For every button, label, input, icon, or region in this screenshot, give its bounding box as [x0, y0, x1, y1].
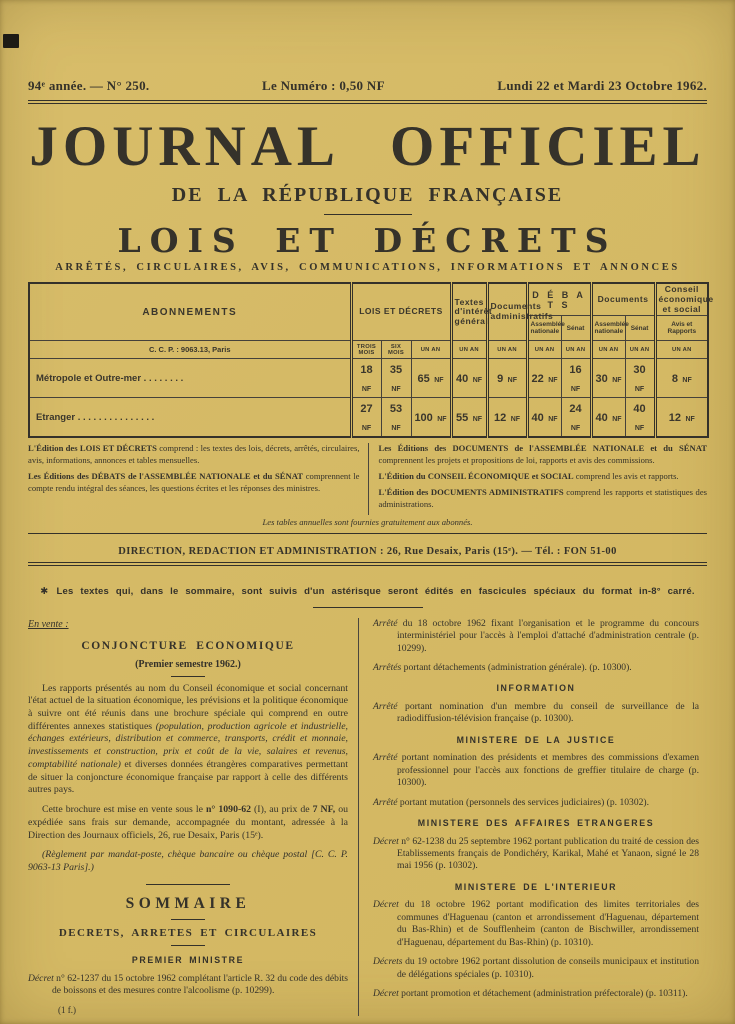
divider [28, 100, 707, 104]
summary-left-column [28, 618, 358, 1017]
period-un-an: UN AN [487, 341, 527, 359]
col-header-documents: Documents [591, 283, 655, 316]
divider [171, 945, 205, 946]
sommaire-title: SOMMAIRE [125, 894, 251, 912]
issue-price [262, 78, 385, 94]
divider [171, 919, 205, 920]
col-header-documents-administratifs: Documents administratifs [487, 283, 527, 341]
sommaire-entry: Décrets du 19 octobre 1962 portant dissolution de conseils municipaux et institution de délégations spéciales (p. 10310). [373, 956, 699, 980]
sommaire-entry: Arrêté portant nomination des présidents et membres des commissions d'examen professionnel pour l'accès aux fonctions de greffier titulaire de charge (p. 10300). [373, 752, 700, 789]
price-cell: 12 NF [487, 398, 527, 438]
divider [171, 676, 205, 677]
col-header-senat: Sénat [625, 316, 655, 341]
period-trois-mois: TROIS MOIS [351, 341, 381, 359]
sommaire-entry: Décret du 18 octobre 1962 portant modification des limites territoriales des communes d'Haguenau (canton et arrondissement d'Haguenau, département du Bas-Rhin) et de Soufflenheim (canton de Bischwiller, arrondissement d'Haguenau, département du Bas-Rhin) (p. 10310). [373, 899, 699, 948]
edition-paragraph: L'Édition du CONSEIL ÉCONOMIQUE et SOCIAL comprend les avis et rapports. [378, 471, 679, 482]
divider [146, 884, 230, 885]
issue-date: Lundi 22 et Mardi 23 Octobre 1962. [497, 78, 707, 93]
scan-artifact-mark [3, 34, 19, 48]
edition-number: 94ᵉ année. — N° 250. [28, 78, 150, 93]
section-subtitle: ARRÊTÉS, CIRCULAIRES, AVIS, COMMUNICATIONS, INFORMATIONS ET ANNONCES [55, 262, 680, 273]
period-un-an: UN AN [561, 341, 591, 359]
asterisk-note-text: Les textes qui, dans le sommaire, sont suivis d'un astérisque seront édités en fascicules spéciaux du format in-8° carré. [56, 585, 695, 597]
row-label: Métropole et Outre-mer . . . . . . . . [29, 359, 351, 398]
brochure-paragraph: Les rapports présentés au nom du Conseil économique et social concernant l'état actuel de la situation économique, les prévisions et la politique économique à suivre ont été réunis dans une brochure spéciale qui comprend en outre différentes annexes statistiques (population, production agricole et industrielle, échanges extérieurs, distribution et commerce, transports, crédit et monnaie, investissements et construction, prix et coût de la vie, salaires et revenus, comptabilité nationale) et diverses données étrangères comparatives permettant de situer la conjoncture économique française par rapport à celle des différents autres pays. [28, 682, 349, 796]
price-cell: 8 NF [655, 359, 708, 398]
price-cell: 30 NF [625, 359, 655, 398]
section-heading: INFORMATION [496, 683, 576, 694]
period-un-an: UN AN [591, 341, 625, 359]
divider [324, 214, 412, 215]
table-row-metropole [29, 359, 708, 398]
price-cell: 30 NF [591, 359, 625, 398]
period-un-an: UN AN [451, 341, 487, 359]
price-label: Le Numéro : [261, 78, 336, 93]
price-cell: 40 NF [625, 398, 655, 438]
editions-right-column [368, 443, 708, 514]
col-header-avis-rapports: Avis et Rapports [655, 316, 708, 341]
sommaire-entry: Décret n° 62-1238 du 25 septembre 1962 portant publication du traité de cession des Etablissements français de Pondichéry, Karikal, Mahé et Yanaon, signé le 28 mai 1956 (p. 10302). [373, 835, 699, 872]
asterisk-icon: ✱ [40, 585, 49, 597]
brochure-paragraph: Cette brochure est mise en vente sous le n° 1090-62 (I), au prix de 7 NF, ou expédiée sans frais sur demande, accompagnée du montant, adressée à la Direction des Journaux officiels, 26, rue Desaix, Paris (15ᵉ). [28, 804, 348, 841]
sommaire-entry: Arrêté du 18 octobre 1962 fixant l'organisation et le programme du concours interministériel pour l'accès à l'emploi d'attaché d'administration centrale (p. 10299). [373, 617, 699, 654]
summary-columns [28, 618, 707, 1017]
price-cell: 24 NF [561, 398, 591, 438]
annual-tables-note: Les tables annuelles sont fournies gratuitement aux abonnés. [262, 516, 473, 527]
row-label: Etranger . . . . . . . . . . . . . . . [29, 398, 351, 438]
col-header-assemblee-nationale: Assemblée nationale [527, 316, 561, 341]
period-un-an: UN AN [625, 341, 655, 359]
price-cell: 53 NF [381, 398, 411, 438]
col-header-abonnements: ABONNEMENTS [29, 283, 351, 341]
period-un-an: UN AN [527, 341, 561, 359]
asterisk-note [28, 586, 707, 597]
period-un-an: UN AN [655, 341, 708, 359]
price-cell: 35 NF [381, 359, 411, 398]
price-cell: 16 NF [561, 359, 591, 398]
editions-left-column [28, 443, 368, 514]
price-cell: 100 NF [411, 398, 451, 438]
col-header-conseil-economique: Conseil économique et social [655, 283, 708, 316]
col-header-assemblee-nationale: Assemblée nationale [591, 316, 625, 341]
ministry-heading: MINISTERE DE L'INTERIEUR [454, 881, 618, 892]
ministry-heading: MINISTERE DE LA JUSTICE [456, 734, 616, 745]
col-header-lois-et-decrets: LOIS ET DÉCRETS [351, 283, 451, 341]
section-title: LOIS ET DÉCRETS [117, 221, 618, 260]
col-header-senat: Sénat [561, 316, 591, 341]
edition-paragraph: Les Éditions des DOCUMENTS de l'ASSEMBLÉE NATIONALE et du SÉNAT comprennent les projets et propositions de loi, rapports et avis des commissions. [378, 443, 707, 466]
period-six-mois: SIX MOIS [381, 341, 411, 359]
price-cell: 12 NF [655, 398, 708, 438]
masthead [28, 0, 707, 94]
price-cell: 40 NF [591, 398, 625, 438]
payment-note: (Règlement par mandat-poste, chèque bancaire ou chèque postal [C. C. P. 9063-13 Paris].) [28, 849, 348, 874]
price-cell: 40 NF [527, 398, 561, 438]
price-cell: 55 NF [451, 398, 487, 438]
summary-right-column [358, 618, 699, 1017]
sommaire-entry: Décret portant promotion et détachement (administration préfectorale) (p. 10311). [373, 988, 688, 1000]
price-cell: 18 NF [351, 359, 381, 398]
table-row-etranger [29, 398, 708, 438]
price-cell: 65 NF [411, 359, 451, 398]
brochure-subtitle: (Premier semestre 1962.) [135, 658, 241, 670]
en-vente-label: En vente : [28, 618, 69, 630]
edition-paragraph: L'Édition des LOIS ET DÉCRETS comprend : les textes des lois, décrets, arrêtés, circulaires, avis, informations, annonces et tables mensuelles. [28, 443, 360, 466]
col-header-textes-interet-general: Textes d'intérêt général [451, 283, 487, 341]
price-value: 0,50 NF [339, 78, 385, 93]
sommaire-entry: Arrêté portant mutation (personnels des services judiciaires) (p. 10302). [373, 796, 650, 808]
divider [28, 533, 707, 534]
price-cell: 9 NF [487, 359, 527, 398]
direction-address-line: DIRECTION, REDACTION ET ADMINISTRATION : 26, Rue Desaix, Paris (15ᵉ). — Tél. : FON 51-00 [118, 545, 617, 557]
brochure-title: CONJONCTURE ECONOMIQUE [81, 639, 295, 652]
newspaper-title: JOURNAL OFFICIEL [29, 115, 706, 178]
editions-description [28, 443, 707, 514]
edition-paragraph: Les Éditions des DÉBATS de l'ASSEMBLÉE NATIONALE et du SÉNAT comprennent le compte rendu intégral des séances, les questions écrites et les réponses des ministres. [28, 471, 360, 493]
sommaire-section-heading: DECRETS, ARRETES ET CIRCULAIRES [58, 926, 318, 939]
sommaire-entry: Décret n° 62-1237 du 15 octobre 1962 complétant l'article R. 32 du code des débits de boissons et des mesures contre l'alcoolisme (p. 10299). [28, 972, 349, 997]
edition-paragraph: L'Édition des DOCUMENTS ADMINISTRATIFS comprend les rapports et statistiques des administrations. [378, 486, 707, 509]
col-header-debats: D É B A T S [527, 283, 591, 316]
signature-mark: (1 f.) [58, 1004, 76, 1015]
subscription-table [28, 282, 714, 438]
newspaper-subtitle: DE LA RÉPUBLIQUE FRANÇAISE [171, 184, 564, 206]
ministry-heading: MINISTERE DES AFFAIRES ETRANGERES [417, 818, 655, 829]
ccp-account: C. C. P. : 9063.13, Paris [29, 341, 351, 359]
price-cell: 40 NF [451, 359, 487, 398]
period-un-an: UN AN [411, 341, 451, 359]
divider [313, 607, 423, 608]
price-cell: 22 NF [527, 359, 561, 398]
sommaire-entry: Arrêtés portant détachements (administration générale). (p. 10300). [373, 662, 632, 673]
ministry-heading: PREMIER MINISTRE [131, 955, 245, 966]
divider [28, 562, 707, 566]
price-cell: 27 NF [351, 398, 381, 438]
sommaire-entry: Arrêté portant nomination d'un membre du conseil de surveillance de la radiodiffusion-télévision française (p. 10300). [373, 700, 699, 725]
